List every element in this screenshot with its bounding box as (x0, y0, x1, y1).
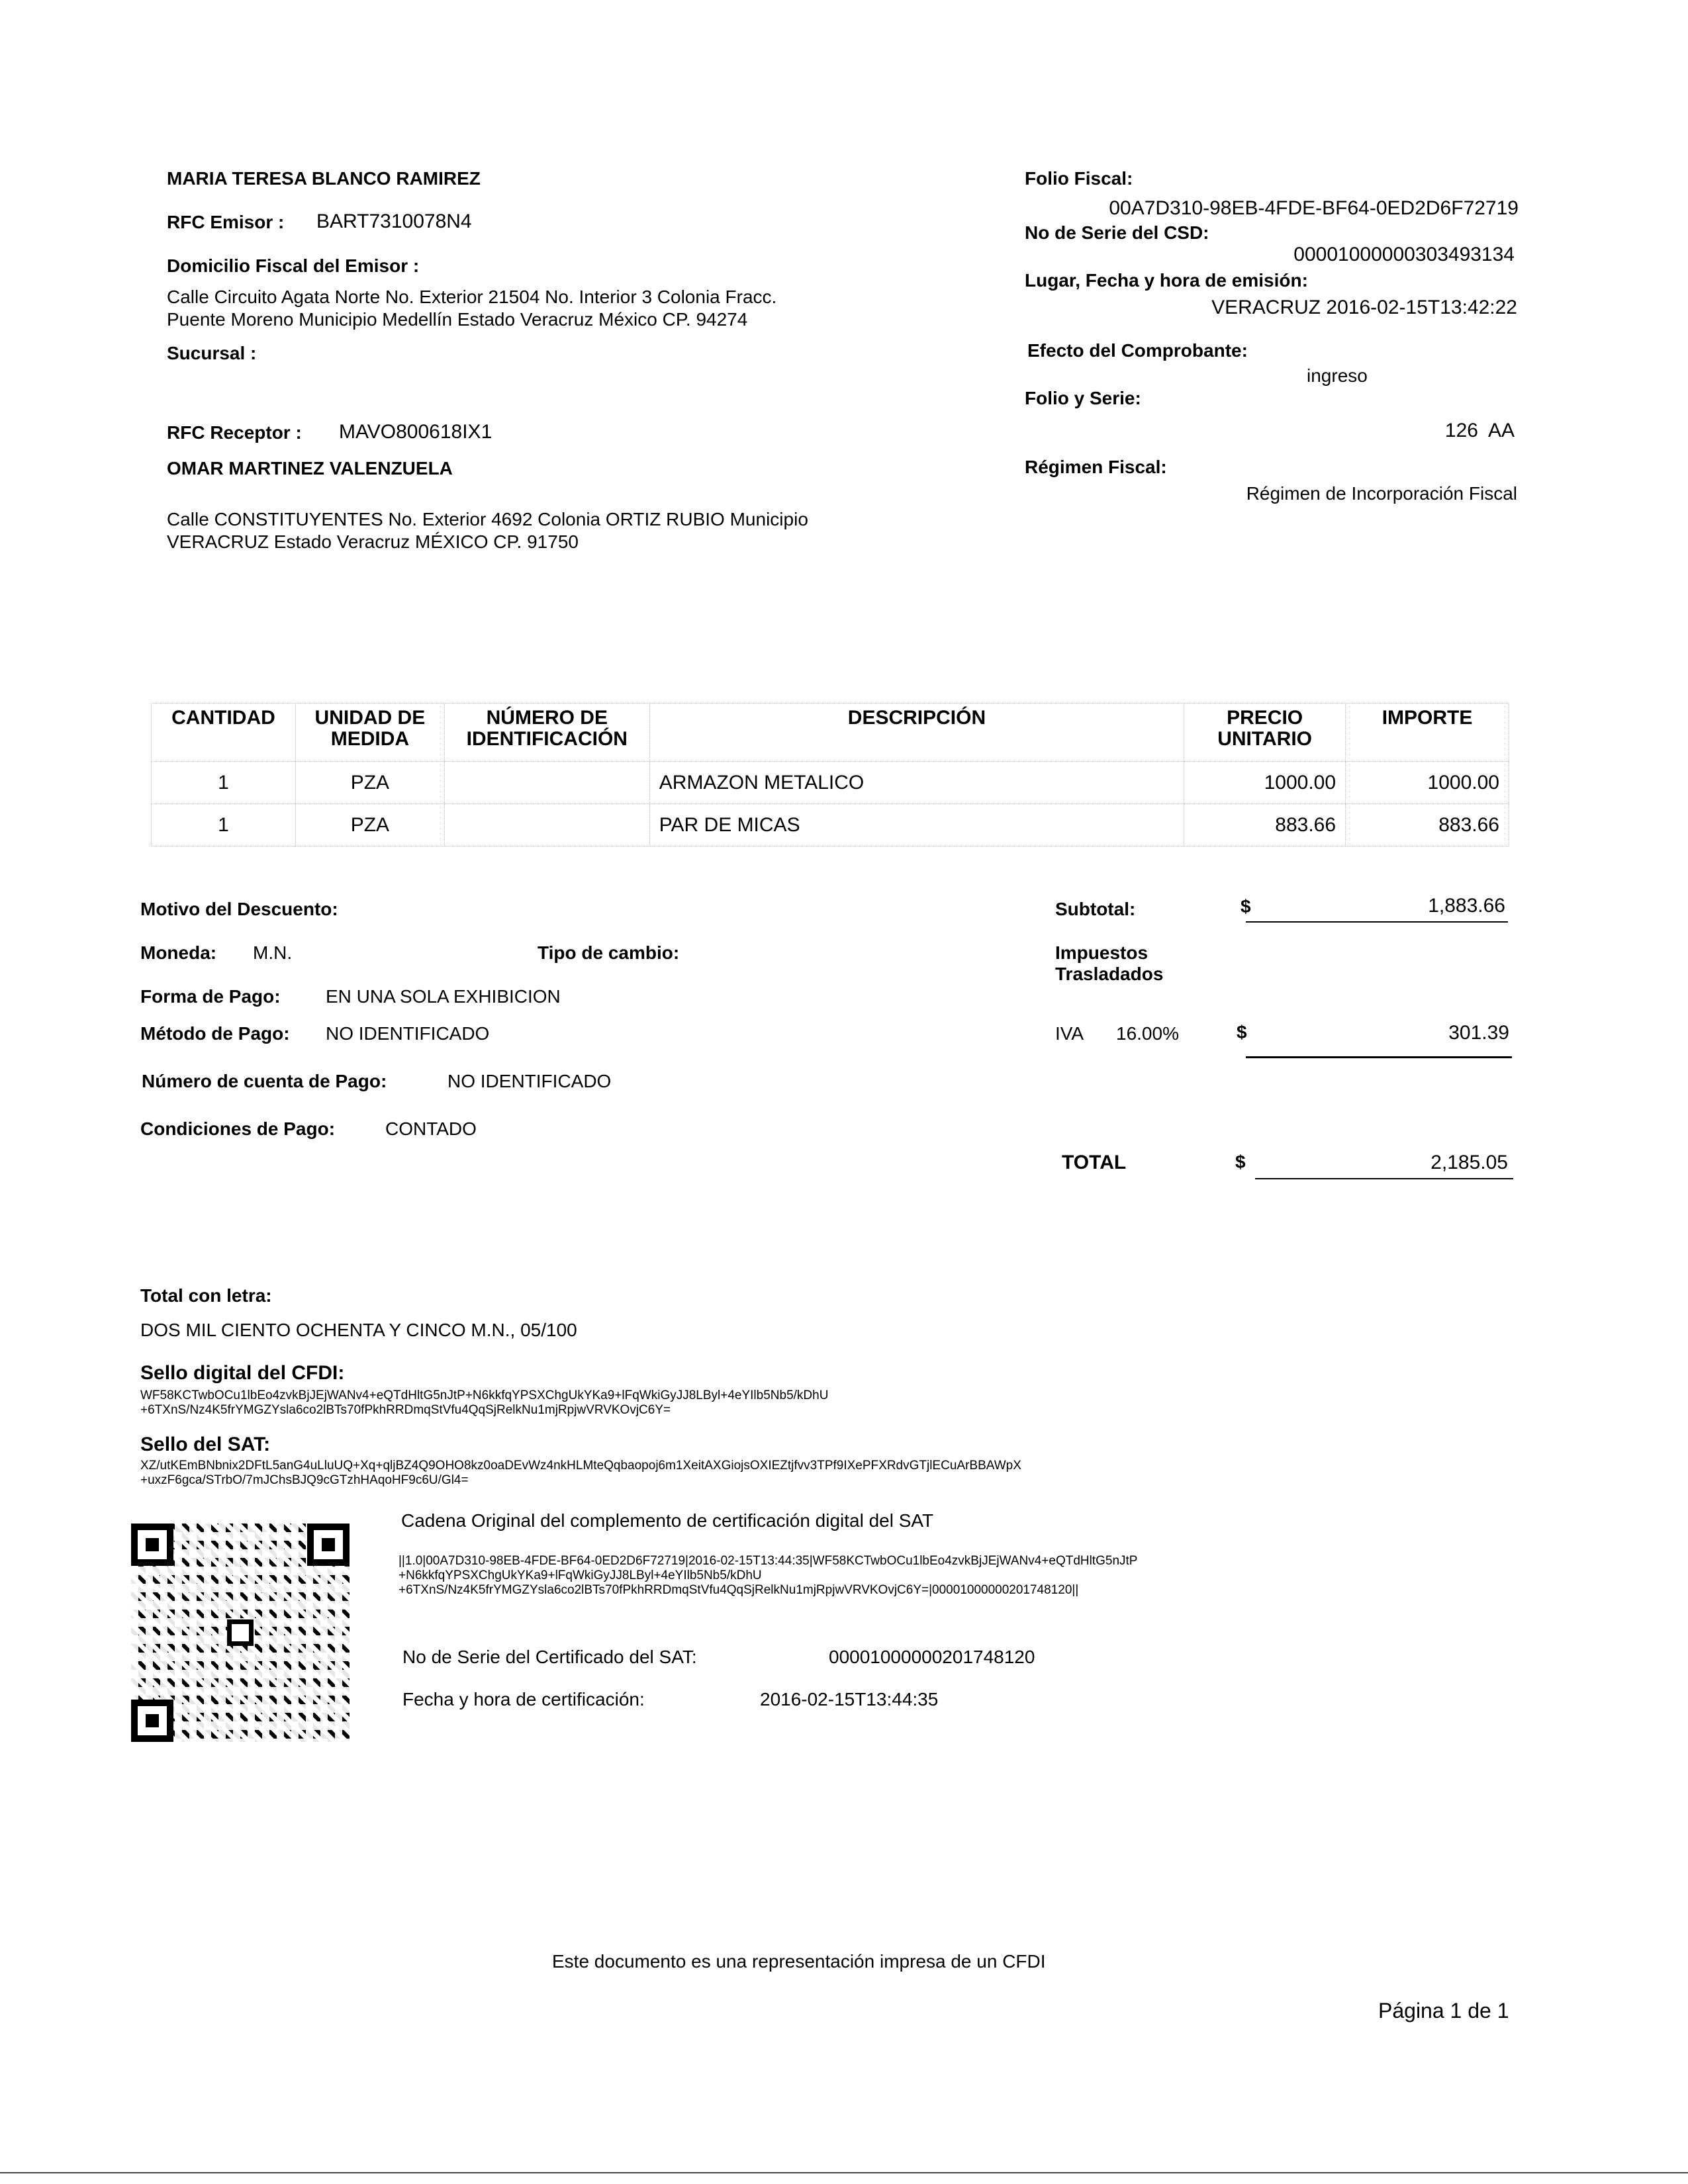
condiciones-pago: CONTADO (385, 1118, 477, 1139)
header-importe: IMPORTE (1346, 704, 1509, 762)
serie-csd-label: No de Serie del CSD: (1025, 222, 1209, 243)
sello-cfdi-line1: WF58KCTwbOCu1lbEo4zvkBjJEjWANv4+eQTdHltG5nJtP+N6kkfqYPSXChgUkYKa9+lFqWkiGyJJ8LByl+4eYIlb5Nb5/kDhU (140, 1388, 829, 1402)
sello-sat-line2: +uxzF6gca/STrbO/7mJChsBJQ9cGTzhHAqoHF9c6U/Gl4= (140, 1473, 469, 1487)
receptor-nombre: OMAR MARTINEZ VALENZUELA (167, 458, 453, 478)
total-value: 2,185.05 (1430, 1152, 1508, 1173)
receptor-rfc: MAVO800618IX1 (339, 421, 492, 443)
sello-sat-label: Sello del SAT: (140, 1433, 271, 1455)
subtotal-currency: $ (1241, 896, 1251, 917)
sello-sat-line1: XZ/utKEmBNbnix2DFtL5anG4uLluUQ+Xq+qljBZ4Q9OHO8kz0oaDEvWz4nkHLMteQqbaopoj6m1XeitAXGiojsOXIEZtjfvv3TPf9IXePFXRdvGTjlECuArBBAWpX (140, 1459, 1021, 1473)
qr-alignment (227, 1619, 254, 1646)
metodo-pago-label: Método de Pago: (140, 1023, 290, 1044)
iva-value: 301.39 (1448, 1022, 1509, 1044)
fecha-certificacion-label: Fecha y hora de certificación: (402, 1689, 645, 1709)
subtotal-label: Subtotal: (1055, 899, 1136, 919)
emisor-nombre: MARIA TERESA BLANCO RAMIREZ (167, 168, 481, 189)
folio-serie-label: Folio y Serie: (1025, 388, 1141, 408)
total-letra-label: Total con letra: (140, 1285, 272, 1306)
moneda-label: Moneda: (140, 942, 217, 963)
iva-underline (1246, 1056, 1512, 1058)
cadena-original-line3: +6TXnS/Nz4K5frYMGZYsla6co2lBTs70fPkhRRDmqStVfu4QqSjRelkNu1mjRpjwVRVKOvjC6Y=|00001000000201748120|| (399, 1583, 1079, 1597)
header-precio: PRECIO UNITARIO (1184, 704, 1346, 762)
iva-label: IVA (1055, 1023, 1084, 1044)
emisor-domicilio-line2: Puente Moreno Municipio Medellín Estado Veracruz México CP. 94274 (167, 309, 748, 330)
cell-unidad: PZA (295, 762, 444, 804)
header-unidad: UNIDAD DE MEDIDA (295, 704, 444, 762)
iva-currency: $ (1237, 1022, 1247, 1042)
qr-finder-top-right (307, 1524, 350, 1566)
folio-serie: 126 AA (1444, 420, 1515, 441)
total-label: TOTAL (1062, 1152, 1127, 1173)
subtotal-underline (1246, 921, 1508, 923)
footer-nota: Este documento es una representación impresa de un CFDI (552, 1951, 1046, 1972)
motivo-descuento-label: Motivo del Descuento: (140, 899, 338, 919)
qr-finder-bottom-left (131, 1700, 173, 1742)
items-table (151, 703, 1509, 846)
total-currency: $ (1235, 1152, 1246, 1172)
cell-descripcion: ARMAZON METALICO (649, 762, 1184, 804)
impuestos-label-1: Impuestos (1055, 942, 1149, 963)
subtotal-value: 1,883.66 (1428, 895, 1505, 917)
table-row (152, 804, 1509, 846)
fecha-certificacion: 2016-02-15T13:44:35 (760, 1689, 939, 1709)
metodo-pago: NO IDENTIFICADO (326, 1023, 490, 1044)
emisor-rfc: BART7310078N4 (316, 210, 472, 232)
cell-descripcion: PAR DE MICAS (649, 804, 1184, 846)
total-letra: DOS MIL CIENTO OCHENTA Y CINCO M.N., 05/100 (140, 1320, 577, 1340)
receptor-rfc-label: RFC Receptor : (167, 422, 302, 443)
condiciones-pago-label: Condiciones de Pago: (140, 1118, 336, 1139)
sello-cfdi-label: Sello digital del CFDI: (140, 1362, 345, 1384)
cell-unidad: PZA (295, 804, 444, 846)
page-number: Página 1 de 1 (1378, 1999, 1509, 2023)
cell-importe: 883.66 (1346, 804, 1509, 846)
serie-sat: 00001000000201748120 (829, 1647, 1035, 1667)
cell-numero (444, 804, 649, 846)
cadena-original-label: Cadena Original del complemento de certificación digital del SAT (401, 1510, 934, 1531)
cuenta-pago: NO IDENTIFICADO (447, 1071, 612, 1091)
emisor-domicilio-label: Domicilio Fiscal del Emisor : (167, 255, 420, 276)
header-cantidad: CANTIDAD (152, 704, 296, 762)
emisor-rfc-label: RFC Emisor : (167, 212, 285, 232)
qr-finder-top-left (131, 1524, 173, 1566)
cell-numero (444, 762, 649, 804)
iva-rate: 16.00% (1116, 1023, 1179, 1044)
qr-code (131, 1524, 350, 1742)
impuestos-label-2: Trasladados (1055, 964, 1164, 984)
forma-pago-label: Forma de Pago: (140, 986, 281, 1007)
cell-cantidad: 1 (152, 804, 296, 846)
cell-cantidad: 1 (152, 762, 296, 804)
serie-csd: 00001000000303493134 (1293, 244, 1515, 265)
cadena-original-line2: +N6kkfqYPSXChgUkYKa9+lFqWkiGyJJ8LByl+4eYIlb5Nb5/kDhU (399, 1569, 762, 1582)
total-underline (1255, 1178, 1513, 1179)
folio-fiscal-label: Folio Fiscal: (1025, 168, 1133, 189)
regimen: Régimen de Incorporación Fiscal (1246, 483, 1517, 504)
cadena-original-line1: ||1.0|00A7D310-98EB-4FDE-BF64-0ED2D6F72719|2016-02-15T13:44:35|WF58KCTwbOCu1lbEo4zvkBjJEjWANv4+eQTdHltG5nJtP (399, 1554, 1138, 1568)
cell-precio: 883.66 (1184, 804, 1346, 846)
cuenta-pago-label: Número de cuenta de Pago: (142, 1071, 387, 1091)
efecto: ingreso (1307, 365, 1368, 386)
cell-importe: 1000.00 (1346, 762, 1509, 804)
tipo-cambio-label: Tipo de cambio: (538, 942, 680, 963)
regimen-label: Régimen Fiscal: (1025, 457, 1167, 477)
bottom-rule (0, 2172, 1688, 2173)
serie-sat-label: No de Serie del Certificado del SAT: (402, 1647, 697, 1667)
cell-precio: 1000.00 (1184, 762, 1346, 804)
receptor-domicilio-line1: Calle CONSTITUYENTES No. Exterior 4692 Colonia ORTIZ RUBIO Municipio (167, 509, 808, 529)
table-header-row (152, 704, 1509, 762)
receptor-domicilio-line2: VERACRUZ Estado Veracruz MÉXICO CP. 91750 (167, 531, 579, 552)
table-row (152, 762, 1509, 804)
sello-cfdi-line2: +6TXnS/Nz4K5frYMGZYsla6co2lBTs70fPkhRRDmqStVfu4QqSjRelkNu1mjRpjwVRVKOvjC6Y= (140, 1403, 671, 1417)
lugar-fecha-hora: VERACRUZ 2016-02-15T13:42:22 (1211, 296, 1517, 318)
moneda: M.N. (253, 942, 293, 963)
sucursal-label: Sucursal : (167, 343, 257, 363)
header-descripcion: DESCRIPCIÓN (649, 704, 1184, 762)
forma-pago: EN UNA SOLA EXHIBICION (326, 986, 561, 1007)
folio-fiscal: 00A7D310-98EB-4FDE-BF64-0ED2D6F72719 (1109, 197, 1519, 219)
efecto-label: Efecto del Comprobante: (1027, 340, 1248, 361)
lugar-label: Lugar, Fecha y hora de emisión: (1025, 270, 1308, 291)
header-numero: NÚMERO DE IDENTIFICACIÓN (444, 704, 649, 762)
emisor-domicilio-line1: Calle Circuito Agata Norte No. Exterior 21504 No. Interior 3 Colonia Fracc. (167, 287, 777, 307)
